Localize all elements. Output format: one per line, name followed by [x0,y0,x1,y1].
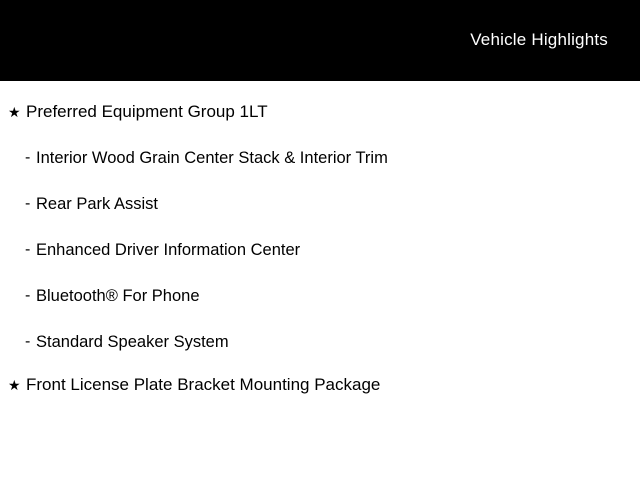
dash-icon: - [25,241,31,258]
header-bar [0,0,640,81]
dash-icon: - [25,195,31,212]
list-item [0,284,640,308]
star-icon: ★ [8,104,21,120]
list-item [0,373,640,397]
list-item [0,238,640,262]
list-item-label: Enhanced Driver Information Center [36,241,301,259]
dash-icon: - [25,287,31,304]
list-item [0,100,640,124]
list-item-label: Interior Wood Grain Center Stack & Interior Trim [36,149,388,167]
list-item [0,146,640,170]
list-item-label: Standard Speaker System [36,333,229,351]
list-item [0,192,640,216]
list-item-label: Bluetooth® For Phone [36,287,200,305]
list-item-label: Preferred Equipment Group 1LT [26,102,268,121]
dash-icon: - [25,333,31,350]
list-item-label: Front License Plate Bracket Mounting Package [26,375,381,394]
page-title: Vehicle Highlights [470,30,608,49]
dash-icon: - [25,149,31,166]
list-item [0,330,640,354]
list-item-label: Rear Park Assist [36,195,158,213]
star-icon: ★ [8,377,21,393]
highlights-list [0,81,640,480]
